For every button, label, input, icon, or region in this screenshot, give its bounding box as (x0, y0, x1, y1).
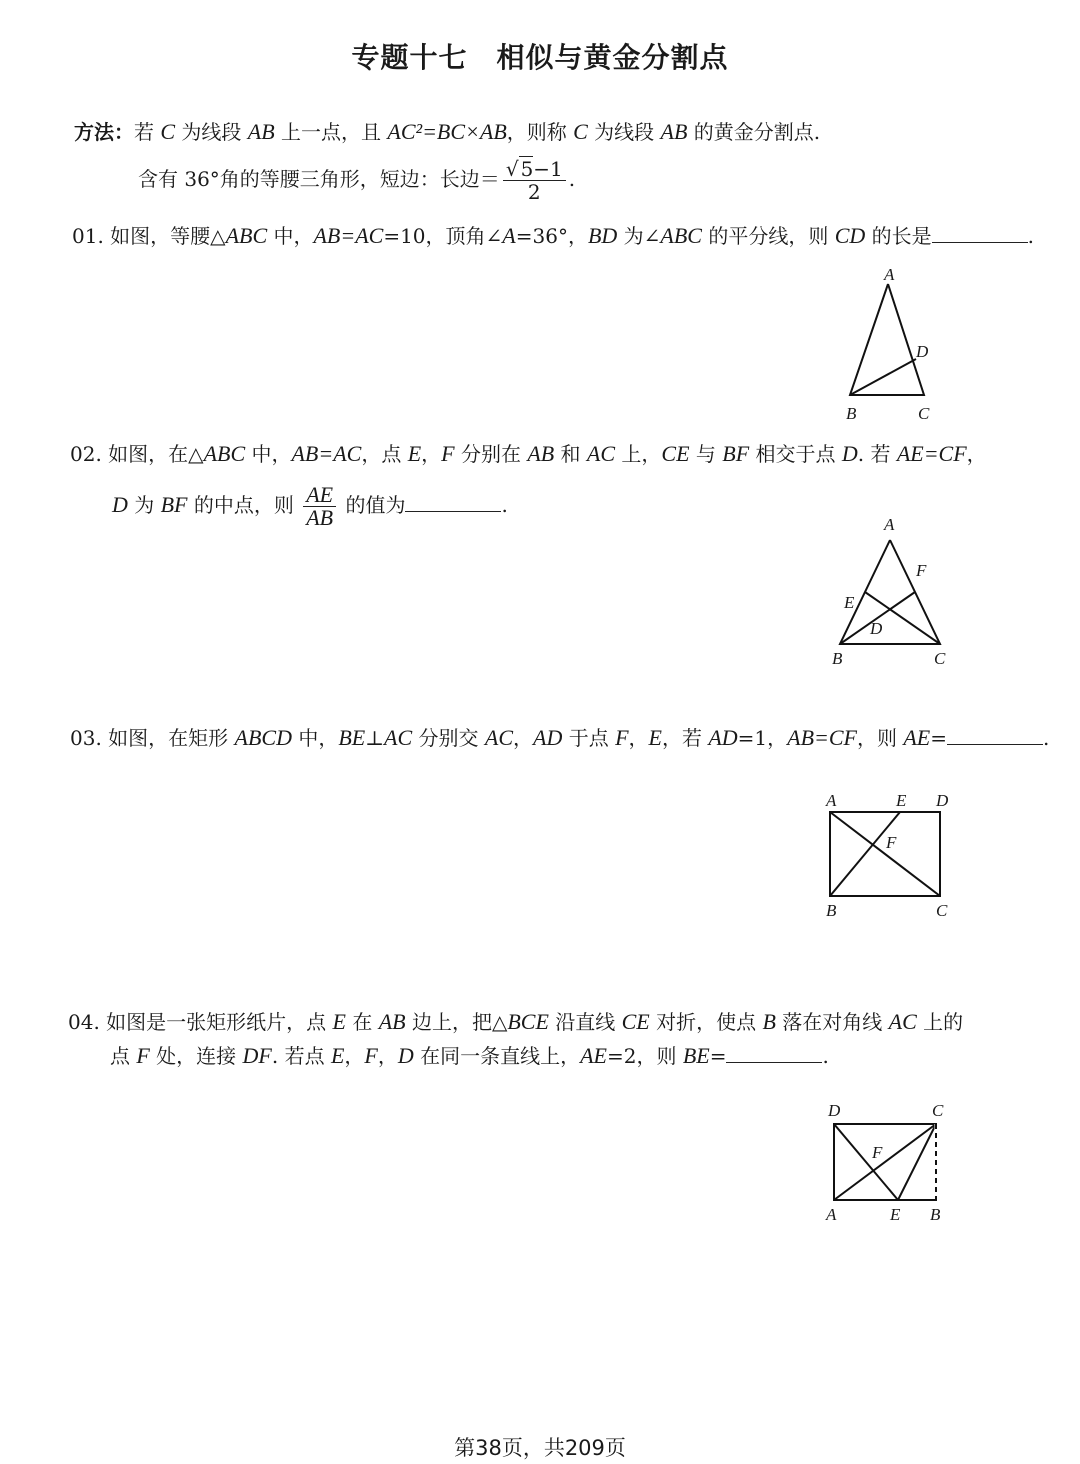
question-01: 01. 如图，等腰△ABC 中，AB=AC=10，顶角∠A=36°，BD 为∠ABC 的平分线，则 CD 的长是 . (72, 223, 1034, 248)
label-e: E (896, 791, 907, 810)
method-line-1: 方法：若 C 为线段 AB 上一点，且 AC²=BC×AB，则称 C 为线段 AB 的黄金分割点. (74, 119, 821, 144)
label-a: A (884, 515, 895, 534)
page-footer: 第38页，共209页 (454, 1436, 626, 1460)
label-d: D (936, 791, 949, 810)
question-04-line-1: 04. 如图是一张矩形纸片，点 E 在 AB 边上，把△BCE 沿直线 CE 对折，使点 B 落在对角线 AC 上的 (68, 1009, 964, 1034)
label-d: D (870, 619, 883, 638)
label-b: B (846, 404, 857, 423)
label-e: E (844, 593, 855, 612)
label-f: F (916, 561, 927, 580)
page-title: 专题十七 相似与黄金分割点 (351, 41, 729, 74)
answer-blank[interactable] (726, 1042, 822, 1063)
label-b: B (826, 901, 837, 920)
label-e: E (890, 1205, 901, 1224)
question-02-line-1: 02. 如图，在△ABC 中，AB=AC，点 E，F 分别在 AB 和 AC 上，CE 与 BF 相交于点 D. 若 AE=CF， (70, 441, 987, 466)
method-label: 方法： (74, 120, 134, 144)
question-02-line-2: D 为 BF 的中点，则 $\frac{AE}{AB}$ 的值为 . (112, 482, 508, 530)
answer-blank[interactable] (947, 724, 1043, 745)
figure-q3-rectangle (818, 786, 962, 922)
segment-be (830, 812, 900, 896)
label-b: B (930, 1205, 941, 1224)
label-f: F (872, 1143, 883, 1162)
label-a: A (826, 1205, 837, 1224)
golden-ratio-fraction: $\frac{√ 5-1}{2}$ (503, 158, 566, 203)
triangle-abc (840, 540, 940, 644)
golden-ratio-equation: AC²=BC×AB (387, 119, 507, 144)
question-number: 01. (72, 224, 104, 248)
figure-q1-triangle (836, 262, 946, 428)
label-f: F (886, 833, 897, 852)
segment-ce (898, 1124, 936, 1200)
question-number: 02. (70, 442, 102, 466)
label-d: D (916, 342, 929, 361)
label-d: D (828, 1101, 841, 1120)
question-number: 03. (70, 726, 102, 750)
diagonal-ac (834, 1124, 936, 1200)
label-b: B (832, 649, 843, 668)
triangle-abc (850, 284, 924, 395)
question-number: 04. (68, 1010, 100, 1034)
question-04-line-2: 点 F 处，连接 DF. 若点 E，F，D 在同一条直线上，AE=2，则 BE= . (110, 1043, 829, 1068)
question-03: 03. 如图，在矩形 ABCD 中，BE⊥AC 分别交 AC，AD 于点 F，E，若 AD=1，AB=CF，则 AE= . (70, 725, 1050, 750)
fraction-ae-ab: $\frac{AE}{AB}$ (303, 484, 336, 529)
label-c: C (936, 901, 948, 920)
segment-de (834, 1124, 898, 1200)
answer-blank[interactable] (932, 222, 1028, 243)
method-line-2: 含有 36°角的等腰三角形，短边：长边＝ $\frac{√ 5-1}{2}$ . (138, 157, 576, 204)
answer-blank[interactable] (405, 491, 501, 512)
figure-q2-triangle (826, 512, 956, 672)
label-c: C (918, 404, 930, 423)
label-a: A (884, 265, 895, 284)
figure-q4-rectangle (818, 1096, 962, 1228)
label-c: C (934, 649, 946, 668)
label-c: C (932, 1101, 944, 1120)
diagonal-ac (830, 812, 940, 896)
label-a: A (826, 791, 837, 810)
